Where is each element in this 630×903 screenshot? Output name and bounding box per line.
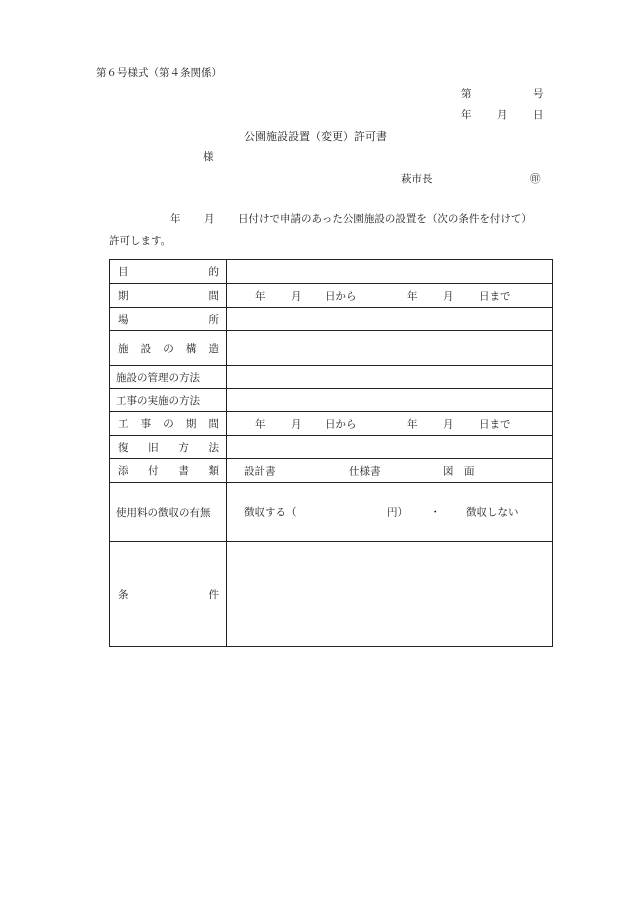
row-purpose <box>110 260 553 284</box>
attachment-drawing: 図 面 <box>443 465 475 477</box>
attachments-label <box>110 459 227 483</box>
doc-number-suffix: 号 <box>533 88 544 100</box>
label-char: 的 <box>208 266 219 278</box>
construction-to-tail: 日まで <box>479 418 511 430</box>
construction-period-label-text <box>110 416 226 431</box>
purpose-value[interactable] <box>227 260 553 284</box>
form-number: 第６号様式（第４条関係） <box>96 67 222 79</box>
construction-period-label <box>110 412 227 436</box>
row-execution <box>110 389 553 412</box>
row-management <box>110 366 553 389</box>
document-title: 公園施設設置（変更）許可書 <box>244 130 387 143</box>
label-char: 構 <box>185 342 197 355</box>
label-char: 類 <box>208 465 219 477</box>
execution-label-text: 工事の実施の方法 <box>116 394 200 407</box>
period-from-month: 月 <box>291 290 302 302</box>
fee-no-collect-option[interactable]: 徴収しない <box>466 506 519 519</box>
issuer-name: 萩市長 <box>401 173 433 185</box>
fee-yen: 円） <box>387 506 408 519</box>
row-location <box>110 308 553 331</box>
fee-label <box>110 483 227 542</box>
conditions-label <box>110 542 227 647</box>
period-from-tail: 日から <box>325 290 357 302</box>
conditions-value[interactable] <box>227 542 553 647</box>
label-char: 設 <box>140 342 152 355</box>
structure-value[interactable] <box>227 331 553 366</box>
label-char: 付 <box>148 465 159 477</box>
attachment-spec: 仕様書 <box>349 465 381 477</box>
period-to-month: 月 <box>443 290 454 302</box>
conditions-label-text <box>110 587 226 602</box>
construction-from-month: 月 <box>291 418 302 430</box>
fee-value[interactable] <box>227 483 553 542</box>
row-period <box>110 284 553 308</box>
seal-mark: ㊞ <box>530 173 541 185</box>
construction-to-month: 月 <box>443 418 454 430</box>
management-value[interactable] <box>227 366 553 389</box>
label-char: 間 <box>208 290 219 302</box>
construction-period-value[interactable] <box>227 412 553 436</box>
label-char: 期 <box>185 418 197 430</box>
purpose-label-text <box>110 264 226 279</box>
label-char: 工 <box>118 418 129 430</box>
label-char: 期 <box>118 290 129 302</box>
label-char: 法 <box>208 441 219 454</box>
permit-table <box>109 259 553 647</box>
label-char: 件 <box>208 588 219 601</box>
body-line1: 日付けで申請のあった公園施設の設置を（次の条件を付けて） <box>238 213 532 225</box>
execution-value[interactable] <box>227 389 553 412</box>
addressee-suffix: 様 <box>203 151 214 163</box>
purpose-label <box>110 260 227 284</box>
fee-label-text: 使用料の徴収の有無 <box>116 506 211 519</box>
management-label <box>110 366 227 389</box>
fee-collect-option[interactable]: 徴収する（ <box>244 506 297 519</box>
body-year: 年 <box>170 213 181 225</box>
construction-from-year: 年 <box>255 418 266 430</box>
fee-separator-dot: ・ <box>430 506 441 519</box>
body-line2: 許可します。 <box>109 235 172 247</box>
period-label-text <box>110 288 226 303</box>
label-char: の <box>163 342 174 355</box>
label-char: 添 <box>118 465 129 477</box>
attachment-design: 設計書 <box>244 465 276 477</box>
date-month: 月 <box>497 109 508 121</box>
label-char: 目 <box>118 266 129 278</box>
period-value[interactable] <box>227 284 553 308</box>
construction-to-year: 年 <box>407 418 418 430</box>
label-char: 復 <box>118 441 129 454</box>
row-construction-period <box>110 412 553 436</box>
row-attachments <box>110 459 553 483</box>
location-label <box>110 308 227 331</box>
attachments-value[interactable] <box>227 459 553 483</box>
restoration-value[interactable] <box>227 436 553 459</box>
attachments-label-text <box>110 463 226 478</box>
body-month: 月 <box>204 213 215 225</box>
structure-label-text <box>110 341 226 356</box>
period-to-year: 年 <box>407 290 418 302</box>
label-char: 条 <box>118 588 129 601</box>
period-label <box>110 284 227 308</box>
label-char: 造 <box>208 342 219 355</box>
row-restoration <box>110 436 553 459</box>
execution-label <box>110 389 227 412</box>
label-char: 間 <box>208 418 219 430</box>
period-to-tail: 日まで <box>479 290 511 302</box>
label-char: 場 <box>118 313 129 326</box>
restoration-label <box>110 436 227 459</box>
location-value[interactable] <box>227 308 553 331</box>
date-year: 年 <box>461 109 472 121</box>
location-label-text <box>110 312 226 327</box>
date-day: 日 <box>533 109 544 121</box>
label-char: 旧 <box>148 441 159 454</box>
label-char: の <box>163 418 174 430</box>
label-char: 事 <box>140 418 152 430</box>
label-char: 所 <box>208 313 219 326</box>
row-fee <box>110 483 553 542</box>
doc-number-prefix: 第 <box>461 88 472 100</box>
structure-label <box>110 331 227 366</box>
label-char: 書 <box>178 465 189 477</box>
construction-from-tail: 日から <box>325 418 357 430</box>
label-char: 方 <box>178 441 189 454</box>
label-char: 施 <box>118 342 129 355</box>
period-from-year: 年 <box>255 290 266 302</box>
row-structure <box>110 331 553 366</box>
row-conditions <box>110 542 553 647</box>
restoration-label-text <box>110 440 226 455</box>
management-label-text: 施設の管理の方法 <box>116 371 200 384</box>
